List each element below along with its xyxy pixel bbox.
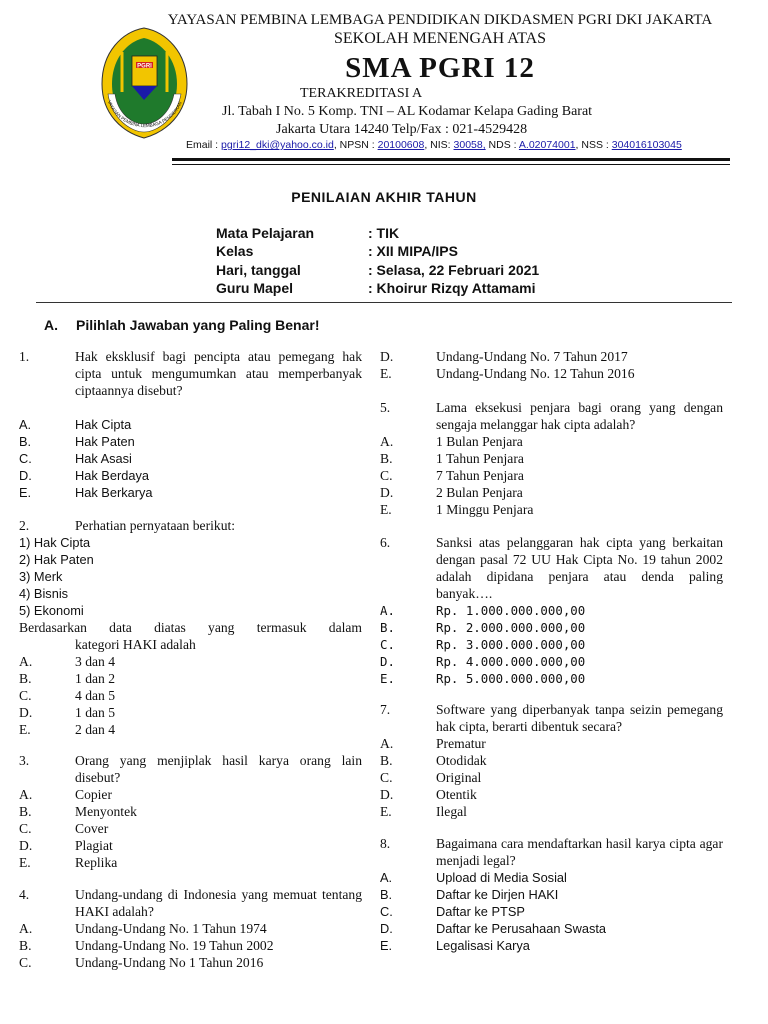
option-letter: D. [380,654,395,669]
option-text: Daftar ke Perusahaan Swasta [436,921,607,936]
question-text: Perhatian pernyataan berikut: [75,518,236,533]
option-letter: C. [19,688,32,703]
question-text: Software yang diperbanyak tanpa seizin pemegang hak cipta, berarti dibentuk secara? [436,702,723,734]
nss-value: 304016103045 [611,139,682,151]
info-value: : XII MIPA/IPS [368,243,458,259]
question-7 [380,701,723,820]
question-number: 7. [380,702,391,717]
option-e[interactable] [380,937,723,954]
option-text: Cover [75,821,109,836]
option-e[interactable] [380,803,723,820]
option-text: 1 Minggu Penjara [436,502,534,517]
option-text: 2 Bulan Penjara [436,485,523,500]
option-text: Rp. 2.000.000.000,00 [436,620,586,635]
option-b[interactable] [19,803,362,820]
option-a[interactable] [380,433,723,450]
contact-line [186,139,682,151]
option-letter: B. [380,620,395,635]
school-address: Jl. Tabah I No. 5 Komp. TNI – AL Kodamar Kelapa Gading Barat [222,104,593,119]
option-c[interactable] [19,820,362,837]
info-label: Hari, tanggal [216,262,301,278]
option-text: 1 Bulan Penjara [436,434,523,449]
option-letter: A. [19,654,33,669]
logo-ring-text: YAYASAN PEMBINA LEMBAGA PENDIDIKAN [106,99,183,129]
statement-item: 5) Ekonomi [19,603,84,618]
option-text: Hak Asasi [75,451,132,466]
question-5 [380,399,723,518]
option-letter: B. [19,804,32,819]
option-b[interactable] [380,619,723,636]
option-d[interactable] [380,920,723,937]
exam-title: PENILAIAN AKHIR TAHUN [291,189,477,205]
option-text: Hak Berdaya [75,468,149,483]
option-text: 4 dan 5 [75,688,116,703]
question-text: Orang yang menjiplak hasil karya orang lain disebut? [75,753,362,785]
question-text: Sanksi atas pelanggaran hak cipta yang berkaitan dengan pasal 72 UU Hak Cipta No. 19 tahun 2002 adalah dipidana penjara atau denda paling banyak…. [436,535,723,601]
option-text: Rp. 1.000.000.000,00 [436,603,586,618]
option-text: 1 dan 2 [75,671,116,686]
school-name: SMA PGRI 12 [345,52,535,84]
section-text: Pilihlah Jawaban yang Paling Benar! [76,317,320,333]
option-c[interactable] [380,636,723,653]
question-followup: kategori HAKI adalah [75,637,196,652]
option-letter: D. [380,485,394,500]
option-a[interactable] [19,416,362,433]
header-rule-thin [172,164,730,165]
option-letter: D. [19,838,33,853]
option-letter: D. [19,705,33,720]
option-text: Undang-Undang No. 19 Tahun 2002 [75,938,274,953]
option-text: Hak Paten [75,434,135,449]
question-number: 8. [380,836,391,851]
option-letter: B. [380,887,393,902]
option-d[interactable] [380,786,723,803]
question-8 [380,835,723,954]
nds-label: NDS : [485,139,519,151]
option-e[interactable] [380,365,723,382]
option-letter: E. [380,366,392,381]
question-3 [19,752,362,871]
option-c[interactable] [380,769,723,786]
option-letter: C. [19,821,32,836]
option-letter: A. [19,787,33,802]
option-letter: E. [380,804,392,819]
question-number: 6. [380,535,391,550]
option-text: Undang-Undang No. 1 Tahun 1974 [75,921,267,936]
option-letter: B. [19,434,32,449]
option-text: Daftar ke Dirjen HAKI [436,887,559,902]
header-rule-thick [172,158,730,161]
info-label: Guru Mapel [216,280,294,296]
option-text: Rp. 4.000.000.000,00 [436,654,586,669]
option-b[interactable] [380,752,723,769]
option-letter: E. [380,938,393,953]
question-text: Hak eksklusif bagi pencipta atau pemegang hak cipta untuk mengumumkan atau memperbanyak ciptaannya disebut? [75,349,362,398]
info-divider [36,302,732,303]
question-number: 3. [19,753,30,768]
question-number: 1. [19,349,30,364]
option-e[interactable] [19,484,362,501]
option-letter: A. [380,736,394,751]
option-letter: D. [380,349,394,364]
option-letter: D. [19,468,32,483]
question-followup: Berdasarkan data diatas yang termasuk dalam [19,620,362,635]
question-4 [19,886,362,971]
option-text: Rp. 3.000.000.000,00 [436,637,586,652]
option-text: Rp. 5.000.000.000,00 [436,671,586,686]
option-b[interactable] [19,433,362,450]
option-text: Copier [75,787,112,802]
option-letter: A. [19,921,33,936]
option-letter: B. [19,671,32,686]
accreditation: TERAKREDITASI A [300,86,423,101]
option-b[interactable] [380,886,723,903]
foundation-name: YAYASAN PEMBINA LEMBAGA PENDIDIKAN DIKDASMEN PGRI DKI JAKARTA [167,12,713,28]
option-letter: B. [380,451,393,466]
info-value: : TIK [368,225,400,241]
option-letter: E. [380,671,395,686]
option-b[interactable] [19,670,362,687]
npsn-label: , NPSN : [333,139,378,151]
option-c[interactable] [19,450,362,467]
option-letter: C. [19,955,32,970]
option-text: Otentik [436,787,477,802]
option-b[interactable] [19,937,362,954]
option-letter: E. [19,722,31,737]
logo-text: PGRI [137,63,152,70]
option-letter: E. [19,855,31,870]
option-text: Menyontek [75,804,137,819]
option-a[interactable] [380,602,723,619]
email-label: Email : [186,139,222,151]
option-d[interactable] [19,837,362,854]
option-e[interactable] [19,854,362,871]
option-letter: B. [19,938,32,953]
option-a[interactable] [380,735,723,752]
option-text: Legalisasi Karya [436,938,530,953]
option-text: Upload di Media Sosial [436,870,567,885]
option-letter: D. [380,921,393,936]
option-c[interactable] [380,903,723,920]
option-b[interactable] [380,450,723,467]
option-d[interactable] [380,348,723,365]
info-label: Kelas [216,243,254,259]
info-value: : Khoirur Rizqy Attamami [368,280,536,296]
option-d[interactable] [19,467,362,484]
option-text: Prematur [436,736,486,751]
option-letter: C. [19,451,32,466]
option-e[interactable] [380,670,723,687]
option-letter: A. [19,417,32,432]
option-text: Original [436,770,482,785]
option-a[interactable] [19,920,362,937]
option-letter: E. [19,485,32,500]
option-text: Hak Berkarya [75,485,153,500]
option-text: Daftar ke PTSP [436,904,525,919]
statement-item: 1) Hak Cipta [19,535,91,550]
statement-item: 4) Bisnis [19,586,69,601]
option-text: 1 dan 5 [75,705,116,720]
section-title [44,317,320,333]
option-text: 3 dan 4 [75,654,116,669]
option-text: Ilegal [436,804,467,819]
option-text: Hak Cipta [75,417,132,432]
option-a[interactable] [19,653,362,670]
option-d[interactable] [380,653,723,670]
email-link[interactable]: pgri12_dki@yahoo.co.id [221,139,334,151]
nss-label: , NSS : [575,139,612,151]
option-e[interactable] [19,721,362,738]
option-a[interactable] [380,869,723,886]
question-1 [19,348,362,501]
option-c[interactable] [19,687,362,704]
npsn-value: 20100608 [377,139,425,151]
statement-item: 3) Merk [19,569,63,584]
option-text: 7 Tahun Penjara [436,468,524,483]
option-letter: E. [380,502,392,517]
option-text: Undang-Undang No. 12 Tahun 2016 [436,366,635,381]
question-2 [19,517,362,738]
info-value: : Selasa, 22 Februari 2021 [368,262,540,278]
option-text: Undang-Undang No 1 Tahun 2016 [75,955,264,970]
option-c[interactable] [19,954,362,971]
option-letter: A. [380,603,395,618]
option-c[interactable] [380,467,723,484]
option-e[interactable] [380,501,723,518]
option-text: Plagiat [75,838,113,853]
question-number: 5. [380,400,391,415]
option-letter: B. [380,753,393,768]
option-letter: C. [380,637,395,652]
statement-item: 2) Hak Paten [19,552,94,567]
option-a[interactable] [19,786,362,803]
question-4-continued [380,348,723,382]
question-text: Lama eksekusi penjara bagi orang yang dengan sengaja melanggar hak cipta adalah? [436,400,723,432]
question-text: Bagaimana cara mendaftarkan hasil karya cipta agar menjadi legal? [436,836,723,868]
option-letter: C. [380,904,393,919]
nis-value: 30058, [453,139,486,151]
option-letter: C. [380,770,393,785]
option-text: Undang-Undang No. 7 Tahun 2017 [436,349,628,364]
section-letter: A. [44,317,58,333]
nis-label: , NIS: [424,139,454,151]
option-letter: A. [380,434,394,449]
school-city-phone: Jakarta Utara 14240 Telp/Fax : 021-4529428 [276,122,528,137]
option-d[interactable] [19,704,362,721]
option-letter: D. [380,787,394,802]
question-number: 4. [19,887,30,902]
option-letter: C. [380,468,393,483]
option-text: Otodidak [436,753,487,768]
question-text: Undang-undang di Indonesia yang memuat tentang HAKI adalah? [75,887,362,919]
info-label: Mata Pelajaran [216,225,315,241]
nds-value: A.02074001 [518,139,576,151]
question-6 [380,534,723,687]
option-letter: A. [380,870,393,885]
option-d[interactable] [380,484,723,501]
school-level: SEKOLAH MENENGAH ATAS [333,30,547,47]
option-text: 1 Tahun Penjara [436,451,524,466]
option-text: Replika [75,855,118,870]
question-number: 2. [19,518,30,533]
option-text: 2 dan 4 [75,722,116,737]
